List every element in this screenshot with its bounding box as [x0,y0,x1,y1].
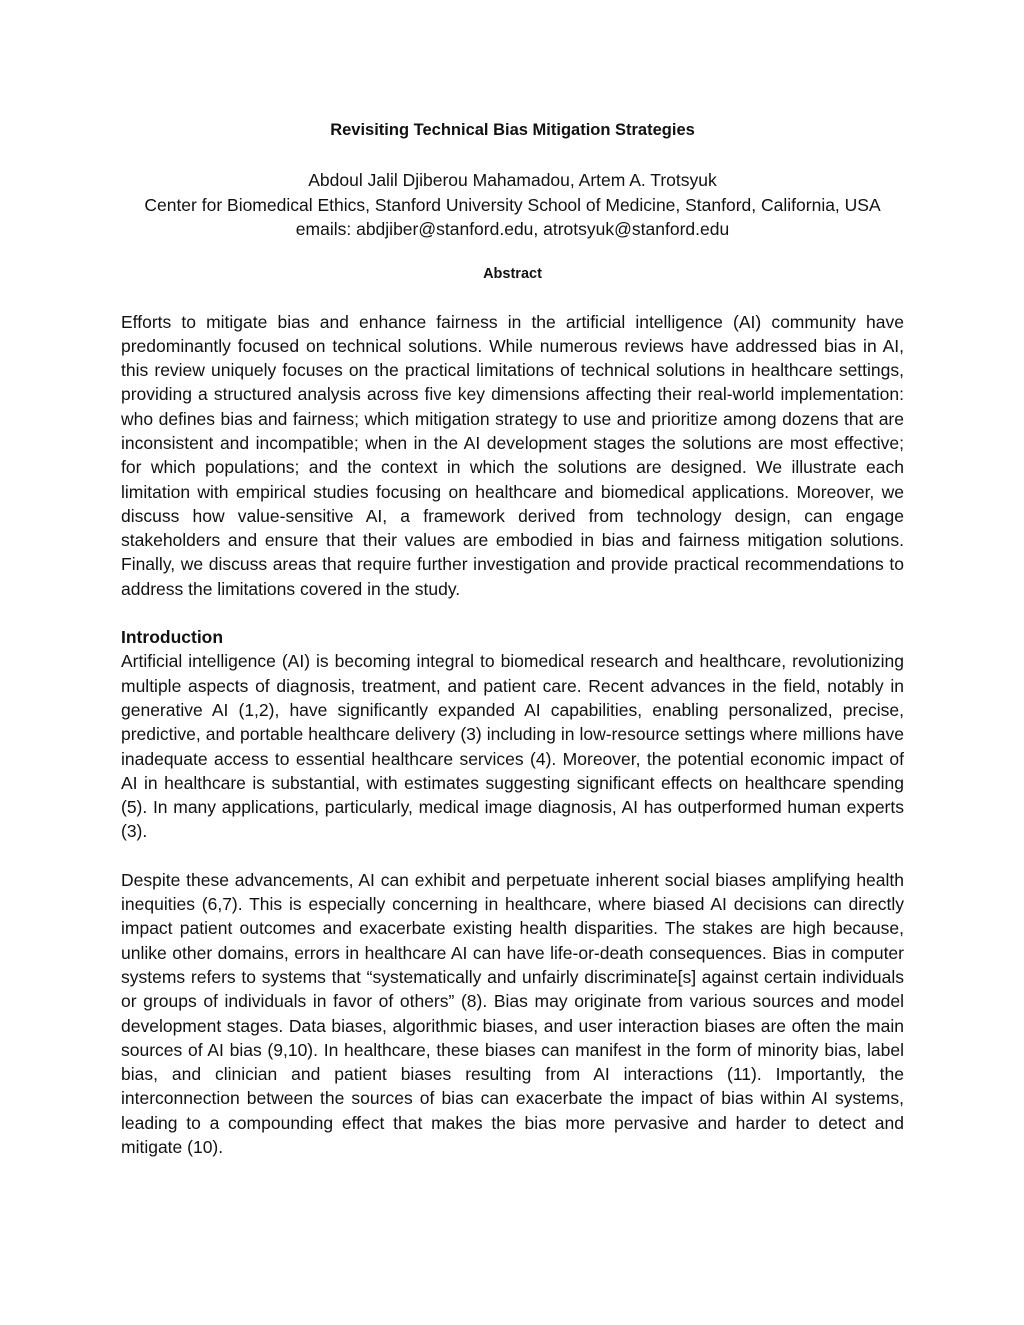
author-list: Abdoul Jalil Djiberou Mahamadou, Artem A. Trotsyuk [308,170,717,190]
introduction-heading: Introduction [121,627,224,648]
affiliation: Center for Biomedical Ethics, Stanford University School of Medicine, Stanford, California, USA [144,194,881,215]
abstract-heading: Abstract [483,265,542,282]
introduction-paragraph-2: Despite these advancements, AI can exhibit and perpetuate inherent social biases amplifying health inequities (6,7). This is especially concerning in healthcare, where biased AI decisions can directly impact patient outcomes and exacerbate existing health disparities. The stakes are high because, unlike other domains, errors in healthcare AI can have life-or-death consequences. Bias in computer systems refers to systems that “systematically and unfairly discriminate[s] against certain individuals or groups of individuals in favor of others” (8). Bias may originate from various sources and model development stages. Data biases, algorithmic biases, and user interaction biases are often the main sources of AI bias (9,10). In healthcare, these biases can manifest in the form of minority bias, label bias, and clinician and patient biases resulting from AI interactions (11). Importantly, the interconnection between the sources of bias can exacerbate the impact of bias within AI systems, leading to a compounding effect that makes the bias more pervasive and harder to detect and mitigate (10). [121,869,904,1157]
contact-emails: emails: abdjiber@stanford.edu, atrotsyuk@stanford.edu [295,219,730,239]
abstract-body: Efforts to mitigate bias and enhance fairness in the artificial intelligence (AI) community have predominantly focused on technical solutions. While numerous reviews have addressed bias in AI, this review uniquely focuses on the practical limitations of technical solutions in healthcare settings, providing a structured analysis across five key dimensions affecting their real-world implementation: who defines bias and fairness; which mitigation strategy to use and prioritize among dozens that are inconsistent and incompatible; when in the AI development stages the solutions are most effective; for which populations; and the context in which the solutions are designed. We illustrate each limitation with empirical studies focusing on healthcare and biomedical applications. Moreover, we discuss how value-sensitive AI, a framework derived from technology design, can engage stakeholders and ensure that their values are embodied in bias and fairness mitigation solutions. Finally, we discuss areas that require further investigation and provide practical recommendations to address the limitations covered in the study. [121,311,904,599]
paper-page [121,118,904,1159]
introduction-paragraph-1: Artificial intelligence (AI) is becoming integral to biomedical research and healthcare, revolutionizing multiple aspects of diagnosis, treatment, and patient care. Recent advances in the field, notably in generative AI (1,2), have significantly expanded AI capabilities, enabling personalized, precise, predictive, and portable healthcare delivery (3) including in low-resource settings where millions have inadequate access to essential healthcare services (4). Moreover, the potential economic impact of AI in healthcare is substantial, with estimates suggesting significant effects on healthcare spending (5). In many applications, particularly, medical image diagnosis, AI has outperformed human experts (3). [121,651,904,842]
paper-title: Revisiting Technical Bias Mitigation Strategies [330,121,695,139]
